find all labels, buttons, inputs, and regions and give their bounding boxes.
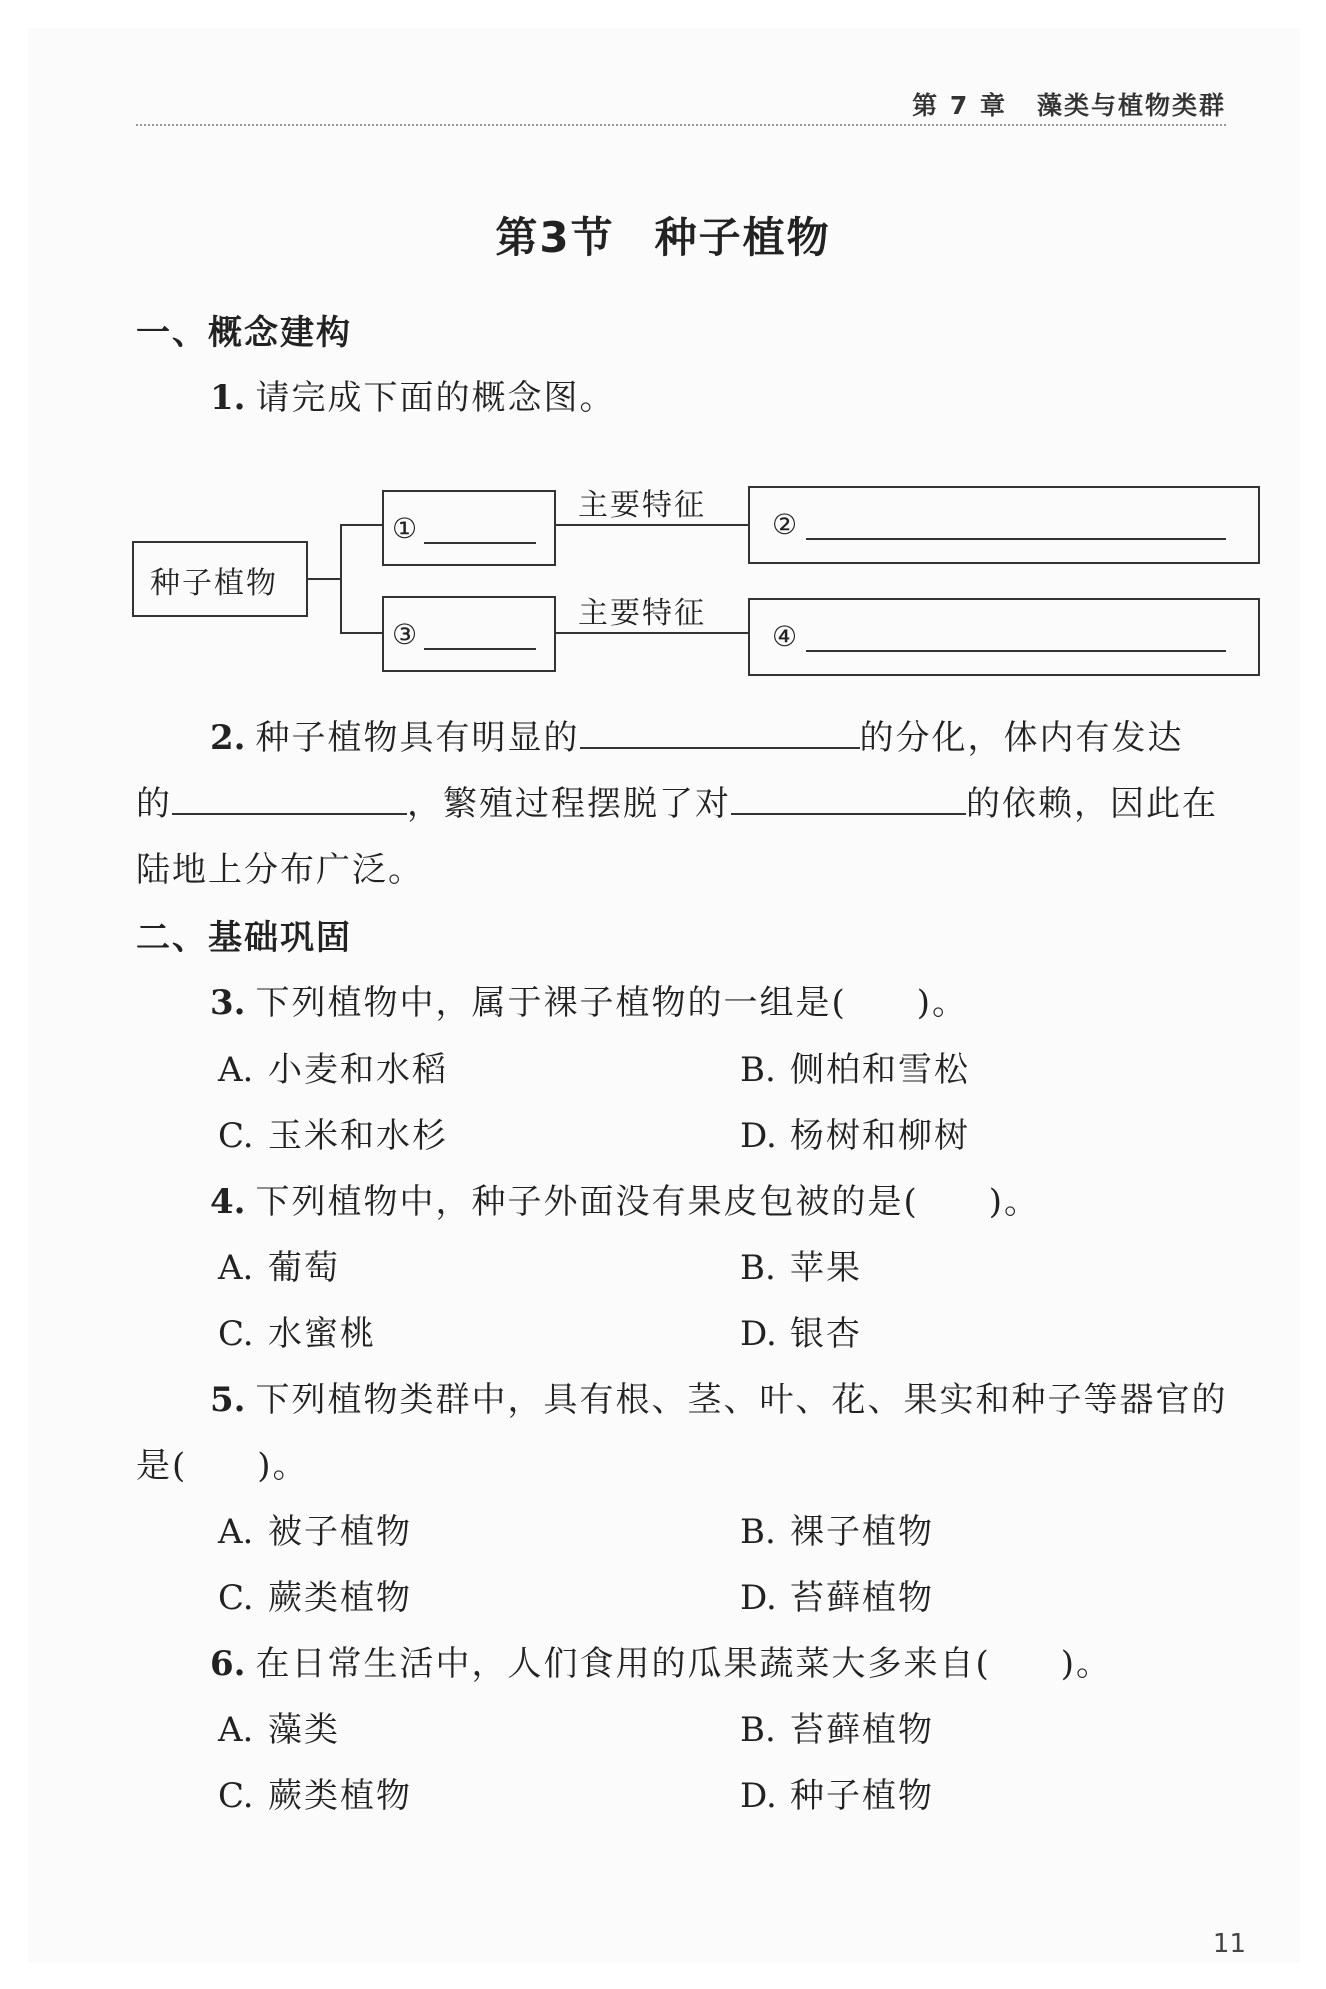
connector-top [340,524,382,526]
marker-2: ② [772,508,798,541]
q6-option-b[interactable]: B. 苔藓植物 [740,1710,934,1750]
connector-root [306,578,340,580]
marker-4: ④ [772,620,798,653]
page-number: 11 [1212,1929,1246,1959]
q3-option-a[interactable]: A. 小麦和水稻 [218,1050,448,1090]
concept-box-4 [748,598,1260,676]
q2-blank-1[interactable] [580,717,860,749]
q4-option-a[interactable]: A. 葡萄 [218,1248,340,1288]
q6-option-d[interactable]: D. 种子植物 [740,1776,934,1816]
q6-option-a[interactable]: A. 藻类 [218,1710,340,1750]
header-chapter: 第 7 章 [912,91,1007,120]
running-header [912,86,1226,122]
feature-label-bottom: 主要特征 [578,596,706,631]
q2-blank-3[interactable] [731,783,966,815]
q5-option-b[interactable]: B. 裸子植物 [740,1512,934,1552]
marker-1: ① [392,512,418,545]
blank-1[interactable] [424,542,536,544]
concept-root-label: 种子植物 [150,566,278,601]
question-2-line-1: 2. 种子植物具有明显的 的分化，体内有发达 [210,718,1184,758]
connector-feature-top [554,524,748,526]
question-5-line-1: 5. 下列植物类群中，具有根、茎、叶、花、果实和种子等器官的 [210,1380,1228,1420]
question-2-line-2: 的 ，繁殖过程摆脱了对 的依赖，因此在 [136,784,1218,824]
q3-option-d[interactable]: D. 杨树和柳树 [740,1116,970,1156]
q2-blank-2[interactable] [172,783,407,815]
header-title: 藻类与植物类群 [1036,91,1226,120]
q5-option-c[interactable]: C. 蕨类植物 [218,1578,412,1618]
q6-option-c[interactable]: C. 蕨类植物 [218,1776,412,1816]
blank-4[interactable] [806,650,1226,652]
question-4: 4. 下列植物中，种子外面没有果皮包被的是( )。 [210,1182,1041,1222]
connector-feature-bottom [554,632,748,634]
q3-option-c[interactable]: C. 玉米和水杉 [218,1116,448,1156]
marker-3: ③ [392,618,418,651]
question-3: 3. 下列植物中，属于裸子植物的一组是( )。 [210,983,969,1023]
header-divider [136,124,1226,126]
question-1: 1. 请完成下面的概念图。 [210,378,616,418]
page-title: 第3节 种子植物 [495,213,831,262]
connector-bottom [340,632,382,634]
q4-option-d[interactable]: D. 银杏 [740,1314,862,1354]
question-5-line-2: 是( )。 [136,1446,309,1486]
q4-option-b[interactable]: B. 苹果 [740,1248,862,1288]
blank-3[interactable] [424,648,536,650]
q5-option-d[interactable]: D. 苔藓植物 [740,1578,934,1618]
question-6: 6. 在日常生活中，人们食用的瓜果蔬菜大多来自( )。 [210,1644,1113,1684]
question-2-line-3: 陆地上分布广泛。 [136,850,424,890]
q3-option-b[interactable]: B. 侧柏和雪松 [740,1050,970,1090]
q5-option-a[interactable]: A. 被子植物 [218,1512,412,1552]
feature-label-top: 主要特征 [578,488,706,523]
connector-branch [340,524,342,634]
blank-2[interactable] [806,538,1226,540]
section-heading-basics: 二、基础巩固 [136,918,352,958]
section-heading-concept: 一、概念建构 [136,313,352,353]
concept-box-2 [748,486,1260,564]
q4-option-c[interactable]: C. 水蜜桃 [218,1314,376,1354]
